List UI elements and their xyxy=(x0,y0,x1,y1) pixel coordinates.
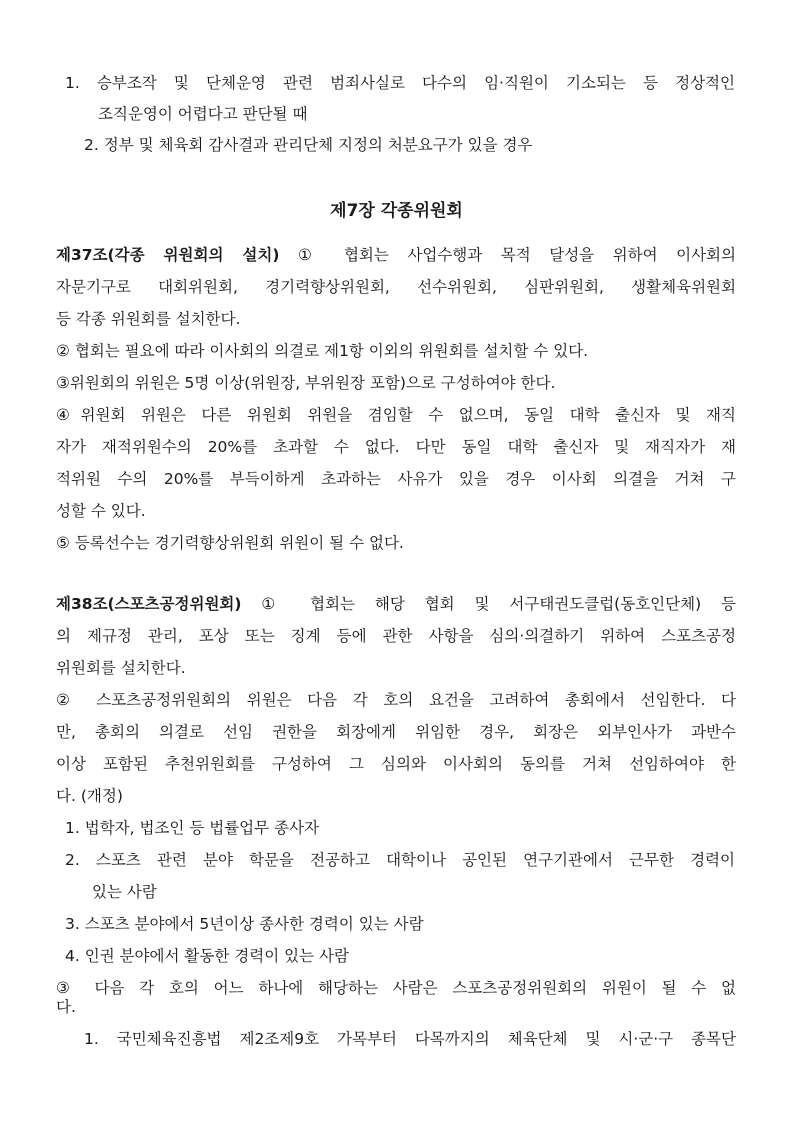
list-item xyxy=(84,1032,736,1048)
paragraph-text: ④위원회 위원은 다른 위원회 위원을 겸임할 수 없으며, 동일 대학 출신자 및 재직 xyxy=(56,406,736,424)
list-item xyxy=(65,853,735,869)
list-item: 1. 법학자, 법조인 등 법률업무 종사자 xyxy=(65,819,319,837)
paragraph-text: 적위원 수의 20%를 부득이하게 초과하는 사유가 있을 경우 이사회 의결을 거쳐 구 xyxy=(56,470,736,488)
paragraph-text: ① 협회는 사업수행과 목적 달성을 위하여 이사회의 xyxy=(279,246,736,264)
article-37-paragraph-4 xyxy=(56,408,736,424)
text-line xyxy=(56,725,736,741)
text-line xyxy=(56,472,736,488)
paragraph-text: ③ 다음 각 호의 어느 하나에 해당하는 사람은 스포츠공정위원회의 위원이 될 수 없 xyxy=(56,979,736,997)
list-item-continuation: 조직운영이 어렵다고 판단될 때 xyxy=(98,105,308,123)
article-38-paragraph-3 xyxy=(56,981,736,997)
list-item: 2. 정부 및 체육회 감사결과 관리단체 지정의 처분요구가 있을 경우 xyxy=(84,136,533,154)
paragraph-text: ② 스포츠공정위원회의 위원은 다음 각 호의 요건을 고려하여 총회에서 선임한다. 다 xyxy=(56,691,736,709)
list-item-continuation: 있는 사람 xyxy=(92,883,157,901)
paragraph-text: 이상 포함된 추천위원회를 구성하여 그 심의와 이사회의 동의를 거쳐 선임하여야 한 xyxy=(56,755,736,773)
article-37-paragraph-3: ③위원회의 위원은 5명 이상(위원장, 부위원장 포함)으로 구성하여야 한다. xyxy=(56,374,556,392)
paragraph-text: 의 제규정 관리, 포상 또는 징계 등에 관한 사항을 심의·의결하기 위하여 스포츠공정 xyxy=(56,627,736,645)
text-line xyxy=(56,280,736,296)
article-38-paragraph-1 xyxy=(56,597,736,613)
paragraph-text: 자가 재적위원수의 20%를 초과할 수 없다. 다만 동일 대학 출신자 및 재직자가 재 xyxy=(56,438,736,456)
list-item-text: 1. 승부조작 및 단체운영 관련 범죄사실로 다수의 임·직원이 기소되는 등 정상적인 xyxy=(65,74,735,92)
paragraph-text: 자문기구로 대회위원회, 경기력향상위원회, 선수위원회, 심판위원회, 생활체육위원회 xyxy=(56,278,736,296)
text-line: 다. (개정) xyxy=(56,787,123,805)
text-line: 위원회를 설치한다. xyxy=(56,659,186,677)
text-line: 성할 수 있다. xyxy=(56,502,146,520)
paragraph-text: ① 협회는 해당 협회 및 서구태권도클럽(동호인단체) 등 xyxy=(241,595,736,613)
text-line: 다. xyxy=(56,998,76,1016)
chapter-title: 제7장 각종위원회 xyxy=(330,201,463,221)
list-item: 4. 인권 분야에서 활동한 경력이 있는 사람 xyxy=(65,947,349,965)
article-37-paragraph-5: ⑤ 등록선수는 경기력향상위원회 위원이 될 수 없다. xyxy=(56,534,404,552)
article-38-paragraph-2 xyxy=(56,693,736,709)
article-37-paragraph-2: ② 협회는 필요에 따라 이사회의 의결로 제1항 이외의 위원회를 설치할 수 있다. xyxy=(56,342,589,360)
list-item: 3. 스포츠 분야에서 5년이상 종사한 경력이 있는 사람 xyxy=(65,915,424,933)
paragraph-text: 만, 총회의 의결로 선임 권한을 회장에게 위임한 경우, 회장은 외부인사가 과반수 xyxy=(56,723,736,741)
article-37-heading: 제37조(각종 위원회의 설치) xyxy=(56,246,280,264)
list-item xyxy=(65,76,735,92)
list-item-text: 1. 국민체육진흥법 제2조제9호 가목부터 다목까지의 체육단체 및 시·군·구 종목단 xyxy=(84,1030,736,1048)
article-37-paragraph-1 xyxy=(56,248,736,264)
text-line xyxy=(56,629,736,645)
text-line xyxy=(56,757,736,773)
article-38-heading: 제38조(스포츠공정위원회) xyxy=(56,595,242,613)
text-line: 등 각종 위원회를 설치한다. xyxy=(56,310,241,328)
text-line xyxy=(56,440,736,456)
list-item-text: 2. 스포츠 관련 분야 학문을 전공하고 대학이나 공인된 연구기관에서 근무한 경력이 xyxy=(65,851,735,869)
